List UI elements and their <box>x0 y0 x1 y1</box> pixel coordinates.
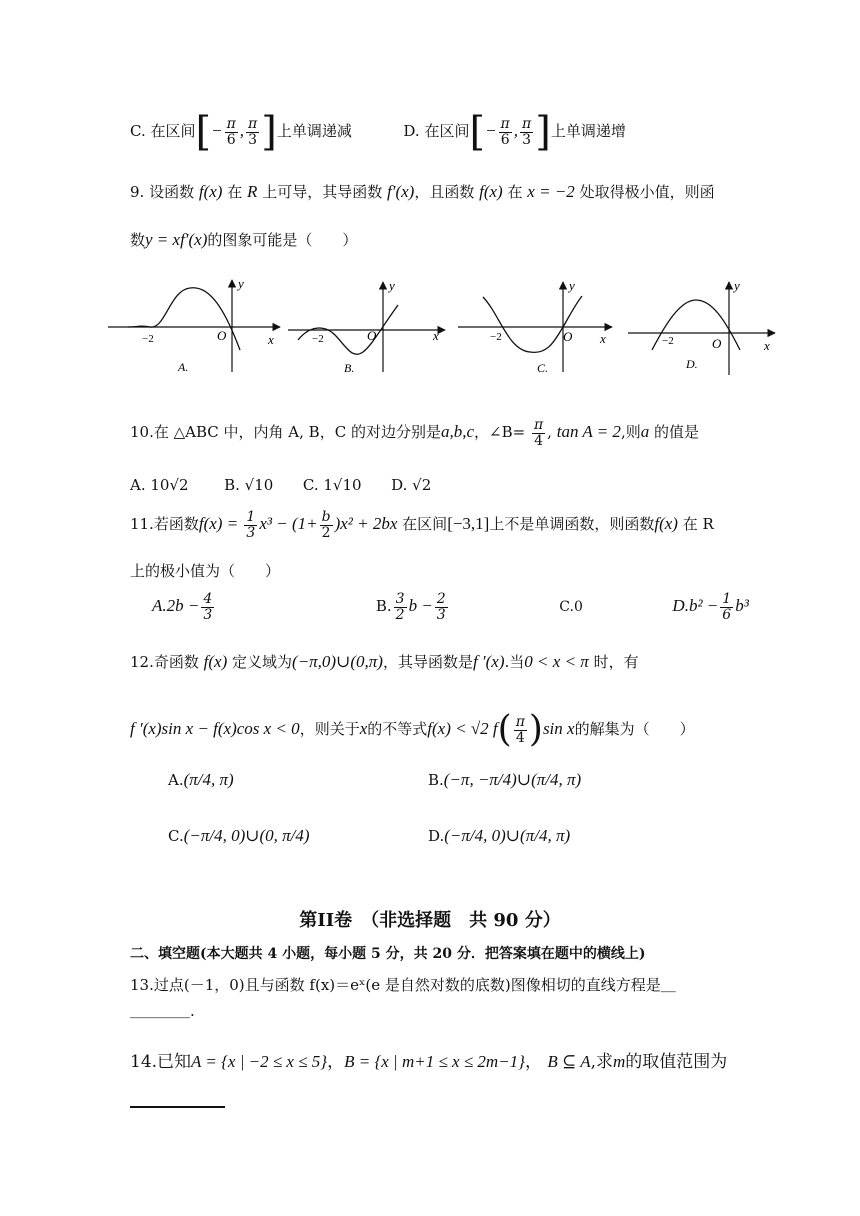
graph-d-origin: O <box>712 336 722 351</box>
graph-a-label: A. <box>178 360 189 374</box>
q13-line1: 13.过点(－1，0)且与函数 f(x)＝eˣ(e 是自然对数的底数)图像相切的直线方程是＿ <box>130 976 676 994</box>
q8-options: C. 在区间[− $\frac{\pi}{6}$ , $\frac{\pi}{3}$ ]上单调递减 D. 在区间[− $\frac{\pi}{6}$ , $\frac{\pi}{3}$ ]上单调递增 <box>130 109 626 155</box>
q12-option-c[interactable]: C.(−π/4, 0)∪(0, π/4) <box>168 826 310 845</box>
q11-option-a[interactable]: A.2b − $\frac{4}{3}$ <box>152 591 213 623</box>
graph-c-origin: O <box>563 329 573 344</box>
graph-d-tick: −2 <box>662 335 674 347</box>
section-fill-blank: 二、填空题(本大题共 4 小题，每小题 5 分，共 20 分．把答案填在题中的横线上) <box>130 946 646 962</box>
graph-b-tick: −2 <box>312 333 324 345</box>
q9-graphs <box>0 0 860 400</box>
graph-a-yaxis: y <box>238 276 244 291</box>
graph-b-origin: O <box>367 328 377 343</box>
q10-option-c[interactable]: C. 1√10 <box>302 476 362 494</box>
q11-option-b[interactable]: B. $\frac{3}{2}$ b − $\frac{2}{3}$ <box>375 591 446 623</box>
graph-c[interactable] <box>458 278 612 375</box>
q12-stem-line2: f ′(x)sin x − f(x)cos x < 0，则关于x的不等式f(x) < √2 f( $\frac{\pi}{4}$ )sin x的解集为（ ） <box>130 709 695 750</box>
graph-a-origin: O <box>217 328 227 343</box>
q10-stem: 10.在 △ABC 中，内角 A, B，C 的对边分别是a,b,c，∠B= $\frac{\pi}{4}$ , tan A = 2,则a 的值是 <box>130 417 700 449</box>
graph-d-yaxis: y <box>734 278 740 293</box>
part2-title: 第II卷 （非选择题 共 90 分） <box>299 910 561 931</box>
q8-option-c-label: C. 在区间 <box>130 122 196 140</box>
graph-d[interactable] <box>628 278 775 375</box>
q10-option-b[interactable]: B. √10 <box>224 476 274 494</box>
q13-line2: ＿＿＿＿. <box>130 1002 195 1020</box>
graph-d-label: D. <box>686 357 698 371</box>
graph-d-xaxis: x <box>764 338 770 353</box>
graph-c-yaxis: y <box>569 278 575 293</box>
graph-b-xaxis: x <box>433 328 439 343</box>
q11-stem: 11.若函数f(x) = $\frac{1}{3}$ x³ − (1+ $\frac{b}{2}$ )x² + 2bx 在区间[−3,1]上不是单调函数，则函数f(x) 在 R <box>130 509 714 541</box>
q9-stem-line1: 9. 设函数 f(x) 在 R 上可导，其导函数 f′(x)，且函数 f(x) 在 x = −2 处取得极小值，则函 <box>130 182 715 201</box>
q10-option-d[interactable]: D. √2 <box>391 476 432 494</box>
q10-option-a[interactable]: A. 10√2 <box>130 476 189 494</box>
q11-options <box>152 592 749 622</box>
q11-option-d[interactable]: D.b² − $\frac{1}{6}$ b³ <box>672 591 749 623</box>
graph-c-label: C. <box>537 361 549 375</box>
graph-c-xaxis: x <box>600 331 606 346</box>
graph-b-yaxis: y <box>389 278 395 293</box>
q11-line2: 上的极小值为（ ） <box>130 562 281 580</box>
graph-a[interactable] <box>108 276 280 374</box>
q12-option-d[interactable]: D.(−π/4, 0)∪(π/4, π) <box>428 826 571 845</box>
q14-answer-blank[interactable] <box>130 1094 225 1112</box>
q8-option-c-suffix: 上单调递减 <box>276 122 352 140</box>
q14-stem: 14.已知A = {x | −2 ≤ x ≤ 5}，B = {x | m+1 ≤ x ≤ 2m−1}， B ⊆ A,求m的取值范围为 <box>130 1052 728 1072</box>
q12-option-a[interactable]: A.(π/4, π) <box>168 770 234 789</box>
graph-a-tick: −2 <box>142 333 154 345</box>
q8-option-d-label: D. 在区间 <box>403 122 470 140</box>
graph-a-xaxis: x <box>268 332 274 347</box>
q12-stem-line1: 12.奇函数 f(x) 定义域为(−π,0)∪(0,π)，其导函数是f ′(x).当0 < x < π 时，有 <box>130 652 639 671</box>
graph-b-label: B. <box>344 361 355 375</box>
q9-stem-line2: 数y = xf′(x)的图象可能是（ ） <box>130 230 358 249</box>
q8-option-d-suffix: 上单调递增 <box>550 122 626 140</box>
q11-option-c[interactable]: C.0 <box>559 599 583 616</box>
q10-options <box>130 476 431 494</box>
graph-c-tick: −2 <box>490 331 502 343</box>
graph-b[interactable] <box>288 278 445 375</box>
q12-option-b[interactable]: B.(−π, −π/4)∪(π/4, π) <box>428 770 582 789</box>
